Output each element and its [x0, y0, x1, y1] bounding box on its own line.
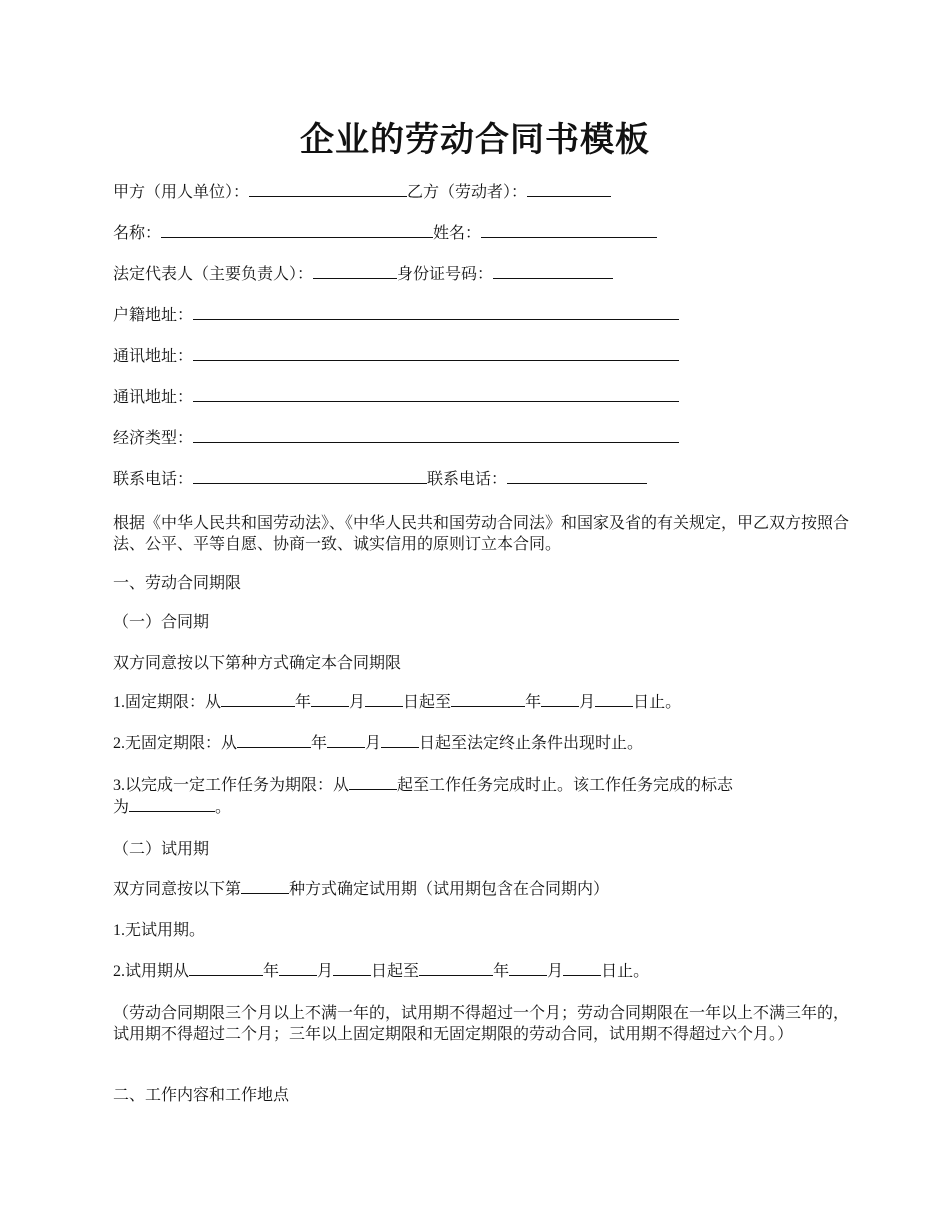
- day-blank[interactable]: [563, 961, 601, 976]
- intro-paragraph: 根据《中华人民共和国劳动法》、《中华人民共和国劳动合同法》和国家及省的有关规定，甲乙双方按照合法、公平、平等自愿、协商一致、诚实信用的原则订立本合同。: [113, 515, 850, 553]
- subsection-heading: （二）试用期: [113, 841, 210, 858]
- from-to-label: 日起至: [403, 694, 452, 711]
- task-term-mid: 起至工作任务完成时止。该工作任务完成的标志: [397, 777, 734, 794]
- task-term-row: [113, 775, 733, 797]
- probation-desc-prefix: 双方同意按以下第: [113, 881, 242, 898]
- fixed-term-label: 1.固定期限：从: [113, 694, 222, 711]
- party-a-blank[interactable]: [249, 182, 407, 197]
- person-name-label: 姓名：: [433, 225, 482, 242]
- year-blank[interactable]: [189, 961, 263, 976]
- year-label: 年: [295, 694, 312, 711]
- household-addr-label: 户籍地址：: [113, 307, 194, 324]
- household-addr-row: [113, 305, 679, 327]
- document-title: 企业的劳动合同书模板: [300, 120, 650, 160]
- econ-type-row: [113, 428, 679, 450]
- id-number-label: 身份证号码：: [397, 266, 494, 283]
- month-blank[interactable]: [509, 961, 547, 976]
- contact-addr-blank[interactable]: [193, 346, 679, 361]
- month-label: 月: [547, 963, 564, 980]
- from-to-label: 日起至: [371, 963, 420, 980]
- party-row: [113, 182, 611, 204]
- econ-type-label: 经济类型：: [113, 430, 194, 447]
- id-number-blank[interactable]: [493, 264, 613, 279]
- contact-addr-label: 通讯地址：: [113, 389, 194, 406]
- probation-label: 2.试用期从: [113, 963, 190, 980]
- year-blank[interactable]: [237, 733, 311, 748]
- phone-label: 联系电话：: [427, 471, 508, 488]
- subsection-heading: （一）合同期: [113, 614, 210, 631]
- year-blank[interactable]: [451, 692, 525, 707]
- party-b-label: 乙方（劳动者）：: [407, 184, 528, 201]
- no-probation-row: 1.无试用期。: [113, 922, 206, 939]
- probation-note: （劳动合同期限三个月以上不满一年的，试用期不得超过一个月；劳动合同期限在一年以上不满三年的，试用期不得超过二个月；三年以上固定期限和无固定期限的劳动合同，试用期不得超过六个月。）: [113, 1005, 850, 1043]
- fixed-term-row: [113, 692, 681, 714]
- probation-option-blank[interactable]: [241, 879, 289, 894]
- phone-label: 联系电话：: [113, 471, 194, 488]
- section-heading: 一、劳动合同期限: [113, 575, 242, 592]
- household-addr-blank[interactable]: [193, 305, 679, 320]
- month-label: 月: [317, 963, 334, 980]
- party-a-label: 甲方（用人单位）：: [113, 184, 250, 201]
- contact-addr-blank[interactable]: [193, 387, 679, 402]
- contact-addr-row: [113, 387, 679, 409]
- year-label: 年: [525, 694, 542, 711]
- month-label: 月: [579, 694, 596, 711]
- year-blank[interactable]: [419, 961, 493, 976]
- month-blank[interactable]: [279, 961, 317, 976]
- probation-desc-suffix: 种方式确定试用期（试用期包含在合同期内）: [289, 881, 610, 898]
- year-blank[interactable]: [221, 692, 295, 707]
- phone-blank[interactable]: [507, 469, 647, 484]
- open-term-label: 2.无固定期限：从: [113, 735, 238, 752]
- month-blank[interactable]: [311, 692, 349, 707]
- task-mark-blank[interactable]: [129, 797, 215, 812]
- day-blank[interactable]: [365, 692, 403, 707]
- period-end: 。: [215, 799, 232, 816]
- person-name-blank[interactable]: [481, 223, 657, 238]
- task-start-blank[interactable]: [349, 775, 397, 790]
- legal-rep-blank[interactable]: [313, 264, 397, 279]
- month-blank[interactable]: [327, 733, 365, 748]
- day-blank[interactable]: [333, 961, 371, 976]
- open-term-suffix: 日起至法定终止条件出现时止。: [419, 735, 644, 752]
- section-heading: 二、工作内容和工作地点: [113, 1087, 290, 1104]
- probation-row: [113, 961, 649, 983]
- name-row: [113, 223, 657, 245]
- month-label: 月: [349, 694, 366, 711]
- task-term-row-cont: [113, 797, 231, 819]
- year-label: 年: [263, 963, 280, 980]
- probation-desc-row: [113, 879, 609, 901]
- contact-addr-label: 通讯地址：: [113, 348, 194, 365]
- day-blank[interactable]: [381, 733, 419, 748]
- month-label: 月: [365, 735, 382, 752]
- task-term-label: 3.以完成一定工作任务为期限：从: [113, 777, 350, 794]
- day-end-label: 日止。: [601, 963, 650, 980]
- task-term-wei: 为: [113, 799, 130, 816]
- legal-rep-label: 法定代表人（主要负责人）：: [113, 266, 314, 283]
- year-label: 年: [311, 735, 328, 752]
- contact-addr-row: [113, 346, 679, 368]
- year-label: 年: [493, 963, 510, 980]
- party-b-blank[interactable]: [527, 182, 611, 197]
- open-term-row: [113, 733, 643, 755]
- subsection-desc: 双方同意按以下第种方式确定本合同期限: [113, 655, 402, 672]
- phone-row: [113, 469, 647, 491]
- day-blank[interactable]: [595, 692, 633, 707]
- month-blank[interactable]: [541, 692, 579, 707]
- legal-rep-row: [113, 264, 613, 286]
- company-name-label: 名称：: [113, 225, 162, 242]
- econ-type-blank[interactable]: [193, 428, 679, 443]
- day-end-label: 日止。: [633, 694, 682, 711]
- phone-blank[interactable]: [193, 469, 427, 484]
- company-name-blank[interactable]: [161, 223, 433, 238]
